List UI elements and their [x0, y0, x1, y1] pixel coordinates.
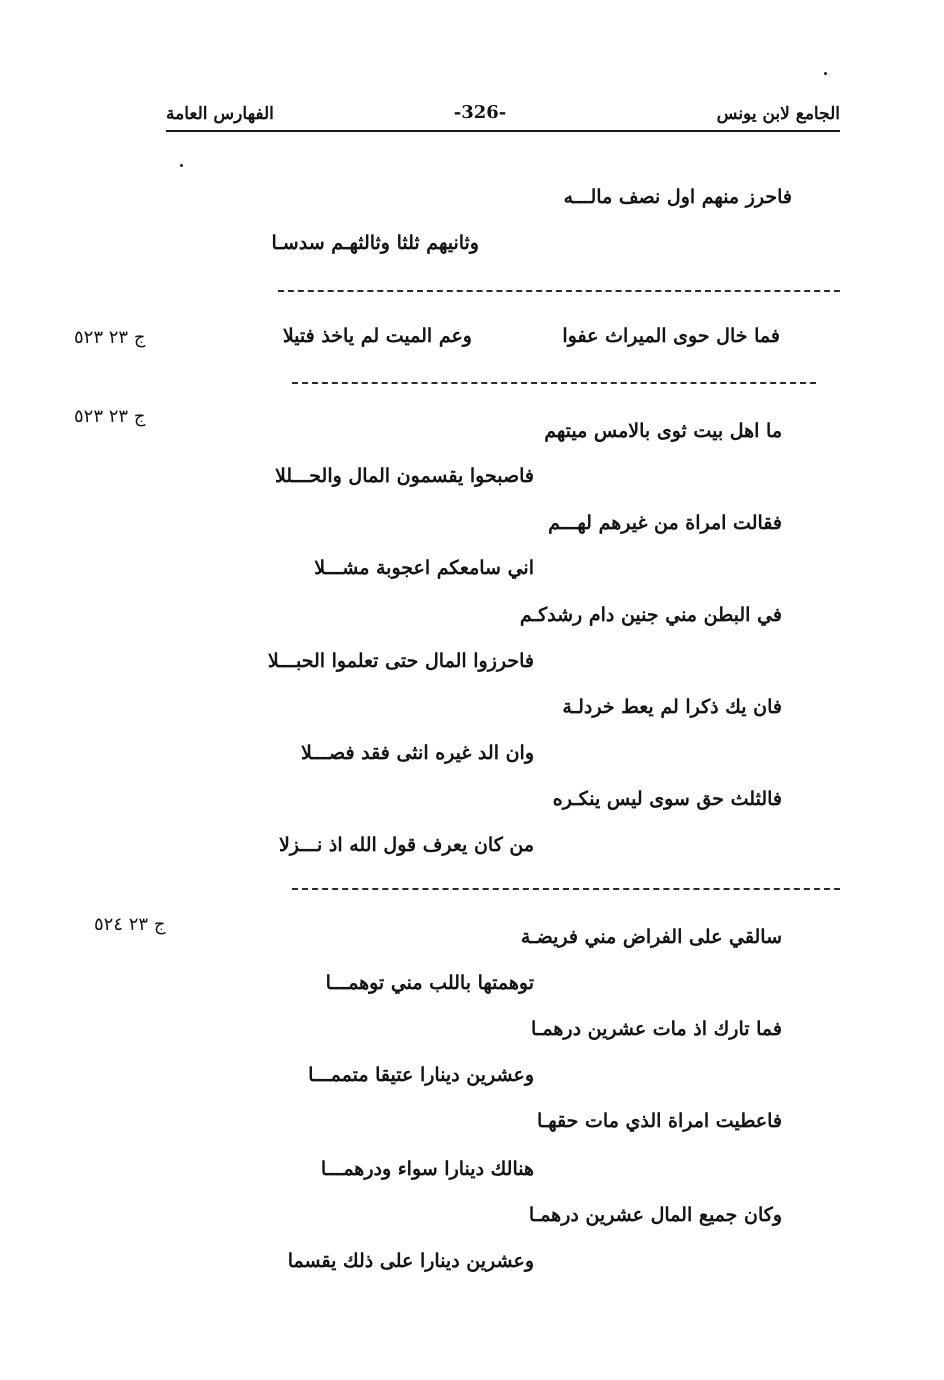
verse-hemistich-2: وثانيهم ثلثا وثالثهـم سدسـا	[271, 232, 479, 254]
verse-hemistich-1: فما خال حوى الميراث عفوا	[562, 325, 780, 347]
verse-hemistich-1: فالثلث حق سوى ليس ينكـره	[552, 788, 782, 810]
verse-hemistich-1: ما اهل بيت ثوى بالامس ميتهم	[544, 420, 782, 442]
verse-hemistich-1: في البطن مني جنين دام رشدكـم	[519, 604, 782, 626]
page-number: -326-	[453, 102, 507, 123]
header-rule	[166, 130, 840, 132]
scan-speck	[824, 72, 827, 75]
verse-hemistich-2: وعشرين دينارا عتيقا متممـــا	[308, 1064, 534, 1086]
verse-hemistich-1: سالقي على الفراض مني فريضـة	[520, 926, 782, 948]
verse-hemistich-1: فقالت امراة من غيرهم لهـــم	[548, 512, 782, 534]
section-separator	[292, 888, 840, 890]
section-separator	[292, 382, 816, 384]
running-header-section-title: الفهارس العامة	[166, 104, 274, 124]
verse-hemistich-1: فاعطيت امراة الذي مات حقهـا	[536, 1110, 782, 1132]
section-separator	[278, 290, 840, 292]
verse-hemistich-2: هنالك دينارا سواء ودرهمـــا	[320, 1158, 534, 1180]
verse-hemistich-1: فما تارك اذ مات عشرين درهمـا	[531, 1018, 782, 1040]
verse-hemistich-2: فاحرزوا المال حتى تعلموا الحبـــلا	[267, 650, 534, 672]
scan-speck	[180, 164, 183, 167]
verse-hemistich-2: من كان يعرف قول الله اذ نـــزلا	[278, 834, 534, 856]
verse-hemistich-2: وان الد غيره انثى فقد فصـــلا	[300, 742, 534, 764]
verse-hemistich-1: فاحرز منهم اول نصف مالـــه	[563, 186, 792, 208]
verse-hemistich-1: فان يك ذكرا لم يعط خردلـة	[562, 696, 782, 718]
running-header-book-title: الجامع لابن يونس	[716, 104, 840, 124]
verse-hemistich-1: وكان جميع المال عشرين درهمـا	[528, 1204, 782, 1226]
volume-page-reference: ج ٢٣ ٥٢٣	[74, 327, 146, 348]
verse-hemistich-2: وعشرين دينارا على ذلك يقسما	[287, 1250, 534, 1272]
volume-page-reference: ج ٢٣ ٥٢٤	[94, 914, 166, 935]
verse-hemistich-2: فاصبحوا يقسمون المال والحـــللا	[274, 465, 534, 487]
verse-hemistich-2: توهمتها باللب مني توهمـــا	[325, 972, 534, 994]
verse-hemistich-2: وعم الميت لم ياخذ فتيلا	[282, 325, 472, 347]
volume-page-reference: ج ٢٣ ٥٢٣	[74, 406, 146, 427]
verse-hemistich-2: اني سامعكم اعجوبة مشـــلا	[314, 557, 534, 579]
